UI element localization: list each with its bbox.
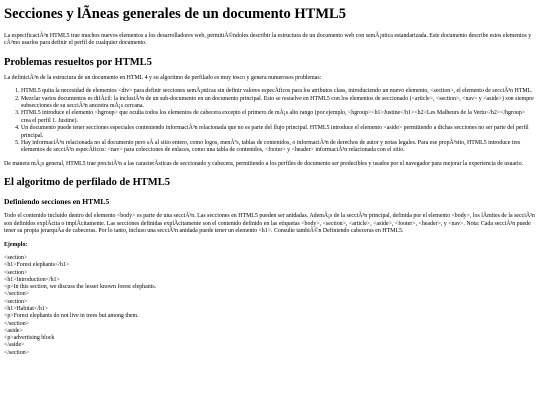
list-item: 1. HTML5 quita la necesidad de elementos <div> para definir secciones semÃ¡nticas sin definir valores especÃficos para los atributos class, introduciendo un nuevo elemento, <section>, el elemento de secciÃ³n HTML. xyxy=(21,88,536,95)
list-item: 2. Mezclar varios documentos es difÃcil: la inclusiÃ³n de un sub-documento en un documento principal. Esto se resuelve en HTML5 con los elementos de seccionado (<article>, <section>, <nav> y <aside>) son siempre subsecciones de su secciÃ³n ancestra mÃ¡s cercana. xyxy=(21,96,536,111)
list-item: 3. HTML5 introduce el elemento <hgroup> que oculta todos los elementos de cabecera excepto el primero de mÃ¡s alto rango (por ejemplo, <hgroup><h1>Justine</h1><h2>Les Malheurs de la Vertu</h2></hgroup> crea el perfil 1. Justine). xyxy=(21,110,536,125)
page-title: Secciones y lÃneas generales de un documento HTML5 xyxy=(4,6,346,22)
problems-list xyxy=(4,88,536,155)
list-item: 4. Un documento puede tener secciones especiales conteniendo informaciÃ³n relacionada que no es parte del flujo principal. HTML5 introduce el elemento <aside> permitiendo a dichas secciones no ser parte del perfil principal. xyxy=(21,125,536,140)
example-label: Ejemplo: xyxy=(4,241,28,248)
defining-sections-heading: Definiendo secciones en HTML5 xyxy=(4,197,110,207)
problems-closing: De manera mÃ¡s general, HTML5 trae precisiÃ³n a las caracterÃsticas de seccionado y cabecera, permitiendo a los perfiles de documento ser predecibles y usados por el navegador para mejorar la experiencia de usuario. xyxy=(4,160,524,167)
list-item: 5. Hay informaciÃ³n relacionada no al documento pero sÃ al sitio entero, como logos, menÃºs, tablas de contenidos, o informaciÃ³n de derechos de autor y notas legales. Para ese propÃ³sito, HTML5 introduce tres elementos de secciÃ³n especÃficos: <nav> para colecciones de enlaces, como una tabla de contenidos, <footer> y <header> informaciÃ³n relacionada con el sitio. xyxy=(21,140,536,155)
problems-heading: Problemas resueltos por HTML5 xyxy=(4,56,152,68)
algorithm-heading: El algoritmo de perfilado de HTML5 xyxy=(4,177,170,189)
code-example: <section> <h1>Forest elephants</h1> <section> <h1>Introduction</h1> <p>In this section, we discuss the lesser known forest elephants. </section> <section> <h1>Habitat</h1> <p>Forest elephants do not live in trees but among them. </section> <aside> <p>advertising block </aside> </section> xyxy=(4,254,157,356)
intro-paragraph: La especificaciÃ³n HTML5 trae muchos nuevos elementos a los desarrolladores web, permitiÃ©ndoles describir la estructura de un documento web con semÃ¡ntica estandarizada. Este documento describe estos elementos y cÃ³mo usarlos para definir el perfil de cualquier documento. xyxy=(4,33,532,47)
algorithm-paragraph: Todo el contenido incluido dentro del elemento <body> es parte de una secciÃ³n. Las secciones en HTML5 pueden ser anidadas. AdemÃ¡s de la secciÃ³n principal, definida por el elemento <body>, los lÃmites de la secciÃ³n son definidos explÃcita o implÃcitamente. Las secciones definidas explÃcitamente son el contenido definido en las etiquetas <body>, <section>, <article>, <aside>, <footer>, <header>, y <nav>. Nota: Cada secciÃ³n puede tener su propia jerarquÃa de cabeceras. Por lo tanto, incluso una secciÃ³n anidada puede tener un elemento <h1>. Consulte tambiÃ©n Definiendo cabeceras en HTML5. xyxy=(4,213,535,235)
problems-lead: La definiciÃ³n de la estructura de un documento en HTML 4 y su algoritmo de perfilado es muy tosco y genera numerosos problemas: xyxy=(4,74,322,81)
